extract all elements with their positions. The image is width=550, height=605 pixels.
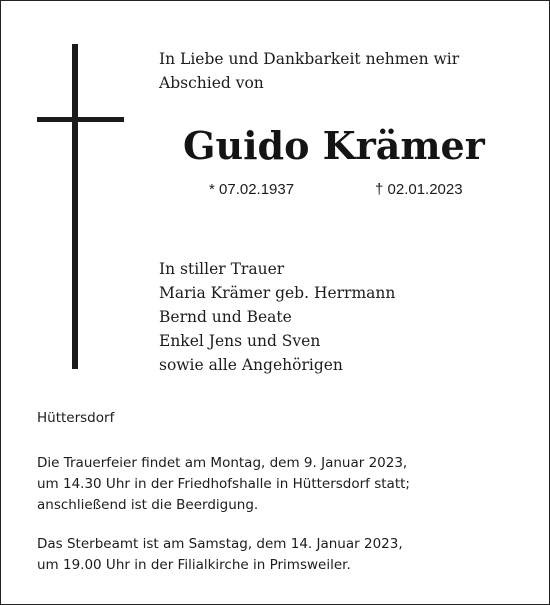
death-date: † 02.01.2023 [375, 181, 463, 198]
mourners-list [159, 257, 395, 377]
requiem-info [37, 534, 403, 576]
intro-line: In Liebe und Dankbarkeit nehmen wir [159, 50, 460, 68]
intro-line: Abschied von [159, 74, 264, 92]
place-name: Hüttersdorf [37, 410, 115, 426]
mourners-line: Bernd und Beate [159, 308, 292, 326]
mourners-line: sowie alle Angehörigen [159, 356, 343, 374]
requiem-info-line: um 19.00 Uhr in der Filialkirche in Primsweiler. [37, 557, 351, 573]
requiem-info-line: Das Sterbeamt ist am Samstag, dem 14. Januar 2023, [37, 536, 403, 552]
intro-text [159, 47, 459, 95]
mourners-line: In stiller Trauer [159, 260, 285, 278]
funeral-info [37, 453, 410, 516]
birth-date: * 07.02.1937 [209, 181, 295, 198]
deceased-name: Guido Krämer [183, 123, 485, 168]
funeral-info-line: anschließend ist die Beerdigung. [37, 497, 259, 513]
mourners-line: Maria Krämer geb. Herrmann [159, 284, 396, 302]
funeral-info-line: um 14.30 Uhr in der Friedhofshalle in Hüttersdorf statt; [37, 476, 410, 492]
cross-icon-crossbar [37, 117, 124, 122]
funeral-info-line: Die Trauerfeier findet am Montag, dem 9. Januar 2023, [37, 455, 408, 471]
cross-icon [72, 44, 78, 369]
mourners-line: Enkel Jens und Sven [159, 332, 321, 350]
